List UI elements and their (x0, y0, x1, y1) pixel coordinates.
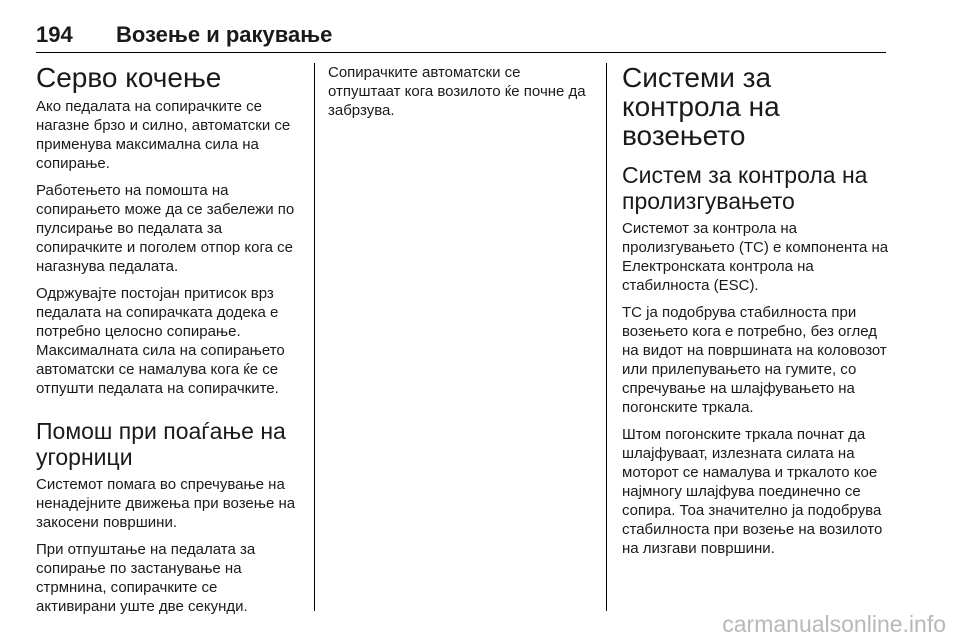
paragraph: Сопирачките автоматски се отпуштаат кога возилото ќе почне да забрзува. (328, 64, 586, 119)
paragraph: TC ја подобрува стабилноста при возењето кога е потребно, без оглед на видот на површината на коловозот или прилепувањето на гумите, со спречување на шлајфувањето на погонските тркала. (622, 304, 887, 416)
paragraph: Системот помага во спречување на ненадејните движења при возење на закосени површини. (36, 476, 296, 531)
column-divider (606, 63, 607, 611)
subsection-title-traction-control: Систем за контрола на пролизгувањето (622, 162, 868, 214)
paragraph: При отпуштање на педалата за сопирање по застанување на стрмнина, сопирачките се активирани уште две секунди. (36, 541, 256, 615)
column-2 (328, 63, 592, 128)
paragraph: Одржувајте постојан притисок врз педалата на сопирачката додека е потребно целосно сопирање. (36, 285, 279, 340)
page-number: 194 (36, 22, 73, 47)
column-3 (622, 63, 892, 566)
page-header (36, 22, 886, 52)
header-rule (36, 52, 886, 53)
paragraph: Ако педалата на сопирачките се нагазне брзо и силно, автоматски се применува максимална сила на сопирање. (36, 98, 291, 172)
paragraph: Штом погонските тркала почнат да шлајфуваат, излезната силата на моторот се намалува и тркалото кое најмногу шлајфува поединечно се сопира. Тоа значително ја подобрува стабилноста при возење на возилото на лизгави површини. (622, 426, 883, 557)
paragraph: Системот за контрола на пролизгувањето (TC) е компонента на Електронската контрола на стабилноста (ESC). (622, 220, 889, 294)
paragraph: Работењето на помошта на сопирањето може да се забележи по пулсирање во педалата за сопирачките и поголем отпор кога се нагазнува педалата. (36, 182, 295, 275)
watermark: carmanualsonline.info (722, 611, 946, 637)
running-title: Возење и ракување (116, 22, 333, 47)
column-divider (314, 63, 315, 611)
column-1 (36, 63, 300, 624)
section-title-servo-braking: Серво кочење (36, 62, 222, 93)
paragraph: Максималната сила на сопирањето автоматски се намалува кога ќе се отпушти педалата на сопирачките. (36, 342, 285, 397)
section-title-hill-start-assist: Помош при поаѓање на угорници (36, 418, 286, 470)
section-title-driving-control-systems: Системи за контрола на возењето (622, 62, 780, 151)
